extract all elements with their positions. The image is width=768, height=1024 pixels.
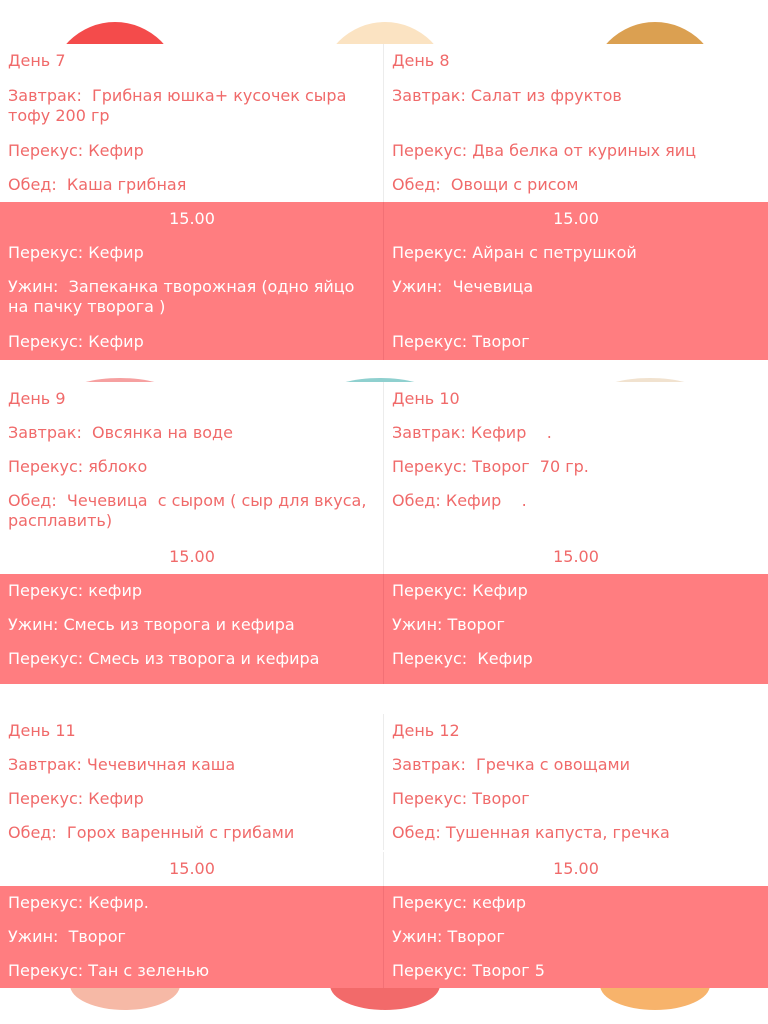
table-row — [0, 236, 768, 270]
lunch-cell: Обед: Чечевица с сыром ( сыр для вкуса, расплавить) — [8, 491, 377, 530]
snack-cell: Перекус: кефир — [8, 581, 143, 600]
time-cell: 15.00 — [169, 547, 215, 566]
snack-cell: Перекус: Айран с петрушкой — [392, 243, 637, 262]
snack-cell: Перекус: Творог 5 — [392, 961, 545, 980]
table-row — [0, 852, 768, 886]
snack-cell: Перекус: Кефир — [8, 332, 144, 351]
table-row — [0, 886, 768, 920]
time-cell: 15.00 — [553, 209, 599, 228]
table-row — [0, 270, 768, 326]
lunch-cell: Обед: Овощи с рисом — [392, 175, 579, 194]
table-row — [0, 168, 768, 202]
snack-cell: Перекус: Кефир. — [8, 893, 149, 912]
time-cell: 15.00 — [553, 547, 599, 566]
lunch-cell: Обед: Каша грибная — [8, 175, 187, 194]
dinner-cell: Ужин: Творог — [392, 615, 505, 634]
snack-cell: Перекус: Тан с зеленью — [8, 961, 210, 980]
snack-cell: Перекус: Два белка от куриных яиц — [392, 141, 697, 160]
table-row — [0, 714, 768, 748]
snack-cell: Перекус: Кефир — [8, 141, 144, 160]
snack-cell: Перекус: Кефир — [392, 581, 528, 600]
table-row — [0, 574, 768, 608]
breakfast-cell: Завтрак: Гречка с овощами — [392, 755, 630, 774]
snack-cell: Перекус: Творог — [392, 789, 530, 808]
dinner-cell: Ужин: Творог — [8, 927, 126, 946]
snack-cell: Перекус: кефир — [392, 893, 527, 912]
table-row — [0, 782, 768, 816]
table-row — [0, 540, 768, 574]
dinner-cell: Ужин: Запеканка творожная (одно яйцо на пачку творога ) — [8, 277, 360, 316]
table-row — [0, 816, 768, 850]
day-title: День 10 — [392, 389, 460, 408]
dinner-cell: Ужин: Смесь из творога и кефира — [8, 615, 295, 634]
table-row — [0, 954, 768, 988]
snack-cell: Перекус: Творог 70 гр. — [392, 457, 589, 476]
table-row — [0, 450, 768, 484]
lunch-cell: Обед: Кефир . — [392, 491, 527, 510]
lunch-cell: Обед: Горох варенный с грибами — [8, 823, 295, 842]
day-title: День 12 — [392, 721, 460, 740]
snack-cell: Перекус: яблоко — [8, 457, 148, 476]
table-row — [0, 484, 768, 540]
dinner-cell: Ужин: Творог — [392, 927, 505, 946]
table-row — [0, 202, 768, 236]
breakfast-cell: Завтрак: Овсянка на воде — [8, 423, 233, 442]
dinner-cell: Ужин: Чечевица — [392, 277, 534, 296]
breakfast-cell: Завтрак: Грибная юшка+ кусочек сыра тофу 200 гр — [8, 86, 352, 125]
table-row — [0, 44, 768, 78]
snack-cell: Перекус: Творог — [392, 332, 530, 351]
table-row — [0, 920, 768, 954]
day-title: День 8 — [392, 51, 450, 70]
snack-cell: Перекус: Кефир — [8, 243, 144, 262]
day-title: День 11 — [8, 721, 76, 740]
snack-cell: Перекус: Смесь из творога и кефира — [8, 649, 320, 668]
table-row — [0, 642, 768, 684]
lunch-cell: Обед: Тушенная капуста, гречка — [392, 823, 670, 842]
table-row — [0, 134, 768, 168]
day-title: День 7 — [8, 51, 66, 70]
table-row — [0, 326, 768, 360]
breakfast-cell: Завтрак: Чечевичная каша — [8, 755, 236, 774]
time-cell: 15.00 — [553, 859, 599, 878]
day-title: День 9 — [8, 389, 66, 408]
breakfast-cell: Завтрак: Кефир . — [392, 423, 552, 442]
breakfast-cell: Завтрак: Салат из фруктов — [392, 86, 622, 105]
table-row — [0, 748, 768, 782]
table-row — [0, 416, 768, 450]
time-cell: 15.00 — [169, 859, 215, 878]
snack-cell: Перекус: Кефир — [392, 649, 533, 668]
table-row — [0, 78, 768, 134]
snack-cell: Перекус: Кефир — [8, 789, 144, 808]
table-row — [0, 608, 768, 642]
time-cell: 15.00 — [169, 209, 215, 228]
table-row — [0, 382, 768, 416]
